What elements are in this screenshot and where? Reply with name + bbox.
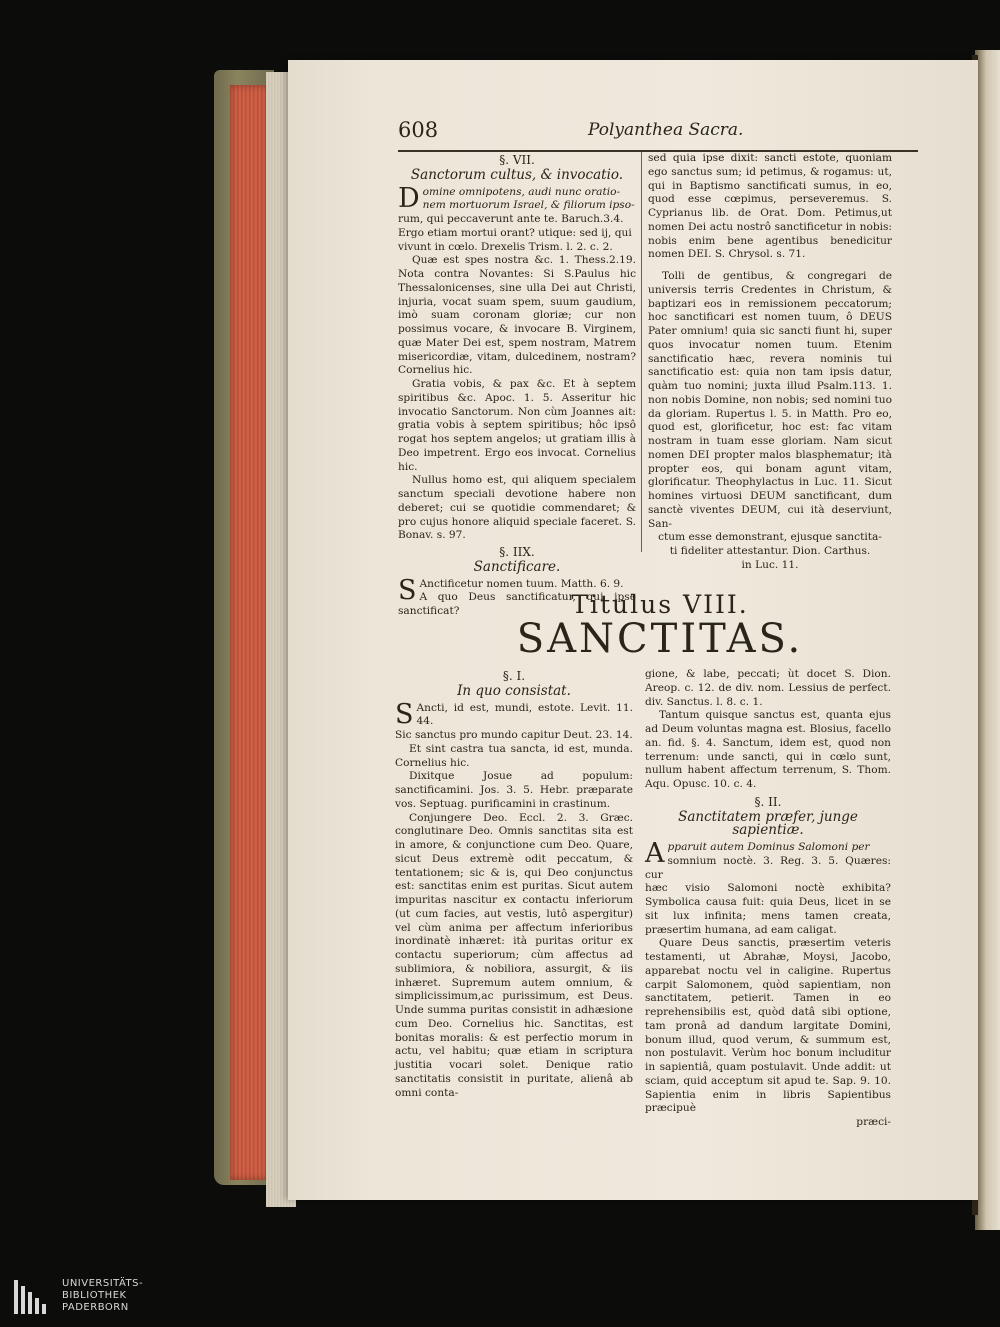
page-number: 608 <box>398 118 439 142</box>
text-line: somnium noctè. 3. Reg. 3. 5. Quæres: cur <box>645 854 891 881</box>
running-head <box>398 118 918 152</box>
drop-capital: S <box>398 574 417 606</box>
facing-page-edge <box>975 50 1000 1230</box>
catchword: præci- <box>856 1116 891 1128</box>
section-number: §. I. <box>502 669 526 683</box>
titulus-heading: Titulus VIII. <box>571 590 749 619</box>
library-logo-text <box>62 1278 143 1314</box>
column-divider <box>641 152 642 552</box>
paragraph: hæc visio Salomoni noctè exhibita? Symbolica causa fuit: quia Deus, licet in se sit lux infinita; mens tamen creata, præsertim humana, ad eam caligat. <box>645 882 891 936</box>
chapter-title: SANCTITAS. <box>516 616 804 662</box>
drop-capital: D <box>398 182 420 214</box>
section-heading: Sanctificare. <box>473 558 561 575</box>
library-logo-icon <box>12 1278 52 1316</box>
paragraph: Quæ est spes nostra &c. 1. Thess.2.19. Nota contra Novantes: Si S.Paulus hic Thessalonicenses, sine ulla Dei aut Christi, injuria, vocat suam spem, suum gaudium, imò suam coronam gloriæ; cur non possimus vocare, & invocare B. Virginem, quæ Mater Dei est, spem nostram, Matrem misericordiæ, vitam, dulcedinem, nostram? Cornelius hic. <box>398 254 636 377</box>
text-line: ctum esse demonstrant, ejusque sanctita- <box>658 531 882 544</box>
section-number: §. IIX. <box>499 545 535 559</box>
section-heading: In quo consistat. <box>457 682 571 699</box>
paragraph: Tolli de gentibus, & congregari de universis terris Credentes in Christum, & baptizari eos in remissionem peccatorum; hoc sanctificari est nomen tuum, ô DEUS Pater omnium! quia sic sancti fiunt hi, super quos invocatur nomen tuum. Etenim sanctificatio hæc, revera nominis tui sanctificatio est: quia non tam ipsis datur, quàm tuo nomini; juxta illud Psalm.113. 1. non nobis Domine, non nobis; sed nomini tuo da gloriam. Rupertus l. 5. in Matth. Pro eo, quod est, glorificetur, hoc est: fac vitam nostram in tuam esse gloriam. Nam sicut nomen DEI propter malos blasphematur; ità propter eos, qui bonam agunt vitam, glorificatur. Theophylactus in Luc. 11. Sicut homines virtuosi DEUM sanctificant, dum sanctè viventes DEUM, cui ità deserviunt, San- <box>648 270 892 530</box>
section-number: §. II. <box>754 794 782 809</box>
paragraph: Nullus homo est, qui aliquem specialem sanctum speciali devotione habere non deberet; cui se quotidie commendaret; & pro cujus honore aliquid speciale faceret. S. Bonav. s. 97. <box>398 474 636 542</box>
right-column-bottom <box>645 668 891 1130</box>
section-number: §. VII. <box>499 153 535 167</box>
text-line: ti fideliter attestantur. Dion. Carthus. <box>669 545 871 557</box>
left-column-top <box>398 152 636 619</box>
right-column-top <box>648 152 892 573</box>
text-line: rum, qui peccaverunt ante te. Baruch.3.4. <box>398 213 624 225</box>
paragraph: Dixitque Josue ad populum: sanctificamini. Jos. 3. 5. Hebr. præparate vos. Septuag. purificamini in crastinum. <box>395 770 633 810</box>
text-line: nem mortuorum Israel, & filiorum ipso- <box>422 199 635 212</box>
text-line: Sic sanctus pro mundo capitur Deut. 23. 14. <box>395 729 633 741</box>
logo-line: PADERBORN <box>62 1302 129 1313</box>
text-line: in Luc. 11. <box>741 558 799 571</box>
paragraph: Tantum quisque sanctus est, quanta ejus ad Deum voluntas magna est. Blosius, facello an. fid. §. 4. Sanctum, idem est, quod non terrenum: unde sancti, qui in cœlo sunt, nullum habent affectum terrenum, S. Thom. Aqu. Opusc. 10. c. 4. <box>645 709 891 790</box>
text-line: Ancti, id est, mundi, estote. Levit. 11. 44. <box>416 701 633 728</box>
paragraph: Gratia vobis, & pax &c. Et à septem spiritibus &c. Apoc. 1. 5. Asseritur hic invocatio Sanctorum. Non cùm Joannes ait: gratia vobis à septem spiritibus; hôc ipsô rogat hos septem angelos; ut gratiam illis à Deo impetrent. Ergo eos invocat. Cornelius hic. <box>398 378 636 473</box>
paragraph: Et sint castra tua sancta, id est, munda. Cornelius hic. <box>395 742 633 769</box>
library-logo <box>12 1278 152 1318</box>
page-edges-red <box>230 85 268 1180</box>
logo-line: BIBLIOTHEK <box>62 1290 127 1301</box>
drop-capital: A <box>645 838 665 869</box>
section-heading: Sanctitatem præfer, junge sapientiæ. <box>678 808 858 839</box>
paragraph: Quare Deus sanctis, præsertim veteris testamenti, ut Abrahæ, Moysi, Jacobo, apparebat noctu vel in caligine. Rupertus carpit Salomonem, quòd sapientiam, non sanctitatem, petierit. Tamen in eo reprehensibilis est, quòd datâ sibi optione, tam pronâ ad dandum largitate Domini, bonum illud, quod verum, & summum est, non postulavit. Verùm hoc bonum includitur in sapientiâ, quam postulavit. Unde addit: ut sciam, quid acceptum sit apud te. Sap. 9. 10. Sapientia enim in libris Sapientibus præcipuè <box>645 937 891 1115</box>
paragraph: gione, & labe, peccati; ùt docet S. Dion. Areop. c. 12. de div. nom. Lessius de perfect. div. Sanctus. l. 8. c. 1. <box>645 668 891 708</box>
paragraph: sed quia ipse dixit: sancti estote, quoniam ego sanctus sum; id petimus, & rogamus: ut, qui in Baptismo sanctificati sumus, in eo, quod esse cœpimus, perseveremus. S. Cyprianus lib. de Orat. Dom. Petimus,ut nomen Dei actu nostrô sanctificetur in nobis: nobis enim bene agentibus benedicitur nomen DEI. S. Chrysol. s. 71. <box>648 152 892 261</box>
text-line: A quo Deus sanctificatur, qui ipse sanctificat? <box>398 591 636 617</box>
text-line: Ergo etiam mortui orant? utique: sed ij, qui <box>398 226 632 239</box>
paragraph: Conjungere Deo. Eccl. 2. 3. Græc. conglutinare Deo. Omnis sanctitas sita est in amore, & conjunctione cum Deo. Quare, sicut Deus extremè odit peccatum, & tentationem; sic & is, qui Deo conjunctus est: sanctitas enim est puritas. Sicut autem impuritas nascitur ex contactu inferiorum (ut cum facies, aut vestis, lutô aspergitur) vel cùm anima per affectum inferioribus inordinatè inhæret: ità puritas oritur ex contactu superiorum; cùm affectus ad sublimiora, & nobiliora, assurgit, & iis inhæret. Supremum autem omnium, & simplicissimum,ac purissimum, est Deus. Unde summa puritas consistit in adhæsione cum Deo. Cornelius hic. Sanctitas, est bonitas moralis: & est perfectio morum in actu, vel habitu; quæ etiam in scriptura justitia vocari solet. Denique ratio sanctitatis consistit in puritate, alienâ ab omni conta- <box>395 811 633 1099</box>
text-line: pparuit autem Dominus Salomoni per <box>667 841 870 853</box>
text-line: vivunt in cœlo. Drexelis Trism. l. 2. c. 2. <box>398 240 613 253</box>
drop-capital: S <box>395 698 414 730</box>
left-column-bottom <box>395 668 633 1100</box>
text-line: omine omnipotens, audi nunc oratio- <box>422 185 621 198</box>
running-title: Polyanthea Sacra. <box>588 120 744 140</box>
logo-line: UNIVERSITÄTS- <box>62 1278 144 1289</box>
section-heading: Sanctorum cultus, & invocatio. <box>410 166 624 183</box>
text-line: Anctificetur nomen tuum. Matth. 6. 9. <box>419 577 624 590</box>
